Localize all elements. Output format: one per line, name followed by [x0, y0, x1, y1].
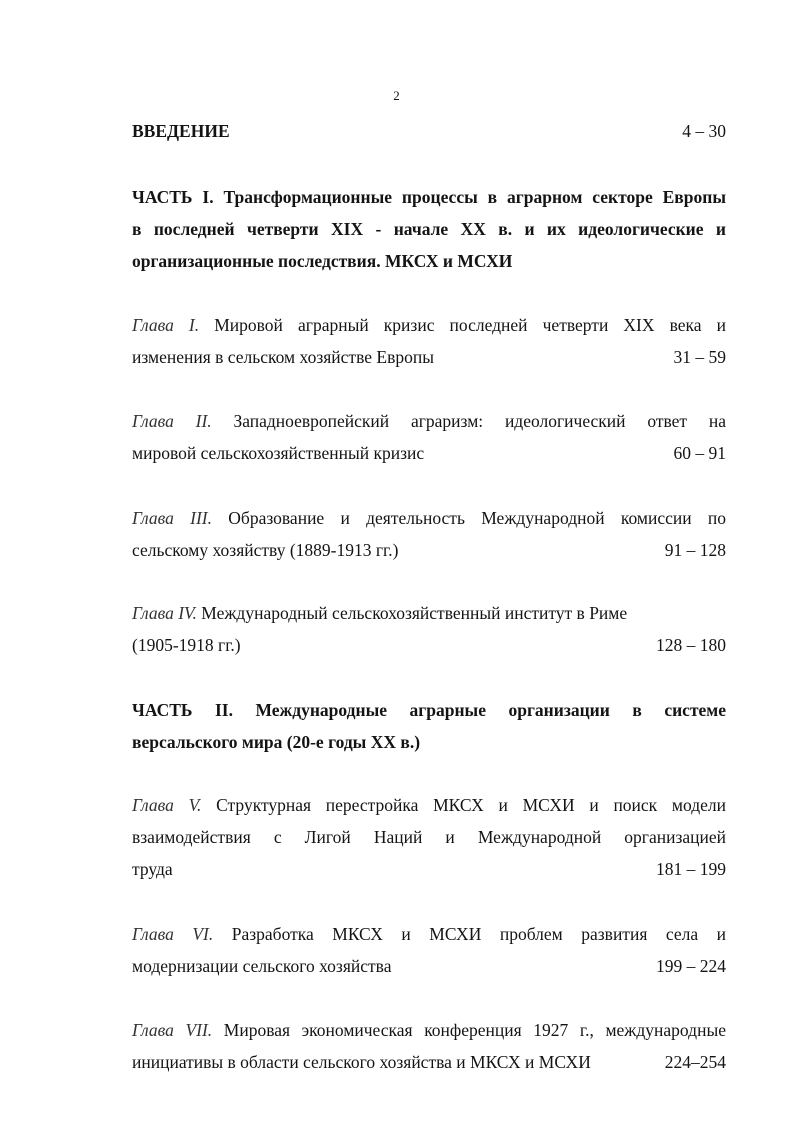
chapter-7-line-2: [132, 1046, 726, 1078]
chapter-2-pages: 60 – 91: [673, 443, 726, 463]
chapter-2-title-end: мировой сельскохозяйственный кризис: [132, 443, 425, 463]
chapter-2-line-2: [132, 437, 726, 469]
toc-chapter-7: [132, 1014, 726, 1078]
chapter-3-title-start: Образование и деятельность Международной комиссии по: [212, 508, 726, 528]
chapter-6-label: Глава VI.: [132, 924, 214, 944]
page-number: 2: [393, 88, 400, 103]
part-1-title-line: ЧАСТЬ I. Трансформационные процессы в аграрном секторе Европы: [132, 187, 726, 207]
chapter-1-line-2: [132, 341, 726, 373]
chapter-3-label: Глава III.: [132, 508, 212, 528]
chapter-2-label: Глава II.: [132, 411, 212, 431]
chapter-5-pages: 181 – 199: [656, 859, 726, 879]
chapter-7-label: Глава VII.: [132, 1020, 213, 1040]
chapter-5-label: Глава V.: [132, 795, 202, 815]
chapter-6-title-start: Разработка МКСХ и МСХИ проблем развития села и: [213, 924, 726, 944]
chapter-7-line-1: [132, 1014, 726, 1046]
chapter-2-title-start: Западноевропейский аграризм: идеологический ответ на: [211, 411, 726, 431]
chapter-5-line-2: взаимодействия с Лигой Наций и Международной организацией: [132, 827, 726, 847]
toc-chapter-4: [132, 597, 726, 661]
toc-chapter-1: [132, 309, 726, 373]
chapter-1-pages: 31 – 59: [673, 347, 726, 367]
chapter-6-line-2: [132, 950, 726, 982]
part-1-title-line: организационные последствия. МКСХ и МСХИ: [132, 251, 513, 271]
chapter-1-line-1: [132, 309, 726, 341]
toc-part-1: [132, 181, 726, 277]
toc-chapter-2: [132, 405, 726, 469]
part-2-title-line: ЧАСТЬ II. Международные аграрные организации в системе: [132, 700, 726, 720]
chapter-5-line-3: [132, 853, 726, 885]
toc-chapter-5: [132, 789, 726, 885]
part-2-title-line: версальского мира (20-е годы XX в.): [132, 732, 421, 752]
chapter-6-title-end: модернизации сельского хозяйства: [132, 956, 392, 976]
chapter-3-title-end: сельскому хозяйству (1889-1913 гг.): [132, 540, 399, 560]
chapter-4-line-1: [132, 597, 726, 629]
toc-part-2: [132, 694, 726, 758]
chapter-4-title-start: Международный сельскохозяйственный институт в Риме: [196, 603, 628, 623]
chapter-3-pages: 91 – 128: [664, 540, 726, 560]
chapter-4-line-2: [132, 629, 726, 661]
chapter-3-line-1: [132, 502, 726, 534]
toc-chapter-3: [132, 502, 726, 566]
chapter-4-title-end: (1905-1918 гг.): [132, 635, 241, 655]
toc-chapter-6: [132, 918, 726, 982]
chapter-7-title-start: Мировая экономическая конференция 1927 г., международные: [212, 1020, 726, 1040]
chapter-4-pages: 128 – 180: [656, 635, 726, 655]
introduction-pages: 4 – 30: [682, 121, 726, 141]
introduction-title: ВВЕДЕНИЕ: [132, 121, 230, 141]
chapter-3-line-2: [132, 534, 726, 566]
toc-introduction: [132, 115, 726, 147]
part-1-title-line: в последней четверти XIX - начале XX в. и их идеологические и: [132, 219, 726, 239]
chapter-1-title-start: Мировой аграрный кризис последней четверти XIX века и: [199, 315, 726, 335]
chapter-5-line-1: [132, 789, 726, 821]
chapter-4-label: Глава IV.: [132, 603, 197, 623]
chapter-6-pages: 199 – 224: [656, 956, 726, 976]
chapter-2-line-1: [132, 405, 726, 437]
chapter-5-title-start: Структурная перестройка МКСХ и МСХИ и поиск модели: [201, 795, 727, 815]
chapter-7-title-end: инициативы в области сельского хозяйства и МКСХ и МСХИ: [132, 1052, 591, 1072]
chapter-7-pages: 224–254: [664, 1052, 726, 1072]
chapter-5-title-end: труда: [132, 859, 173, 879]
chapter-6-line-1: [132, 918, 726, 950]
chapter-1-title-end: изменения в сельском хозяйстве Европы: [132, 347, 434, 367]
chapter-1-label: Глава I.: [132, 315, 200, 335]
toc-introduction-row: [132, 115, 726, 147]
